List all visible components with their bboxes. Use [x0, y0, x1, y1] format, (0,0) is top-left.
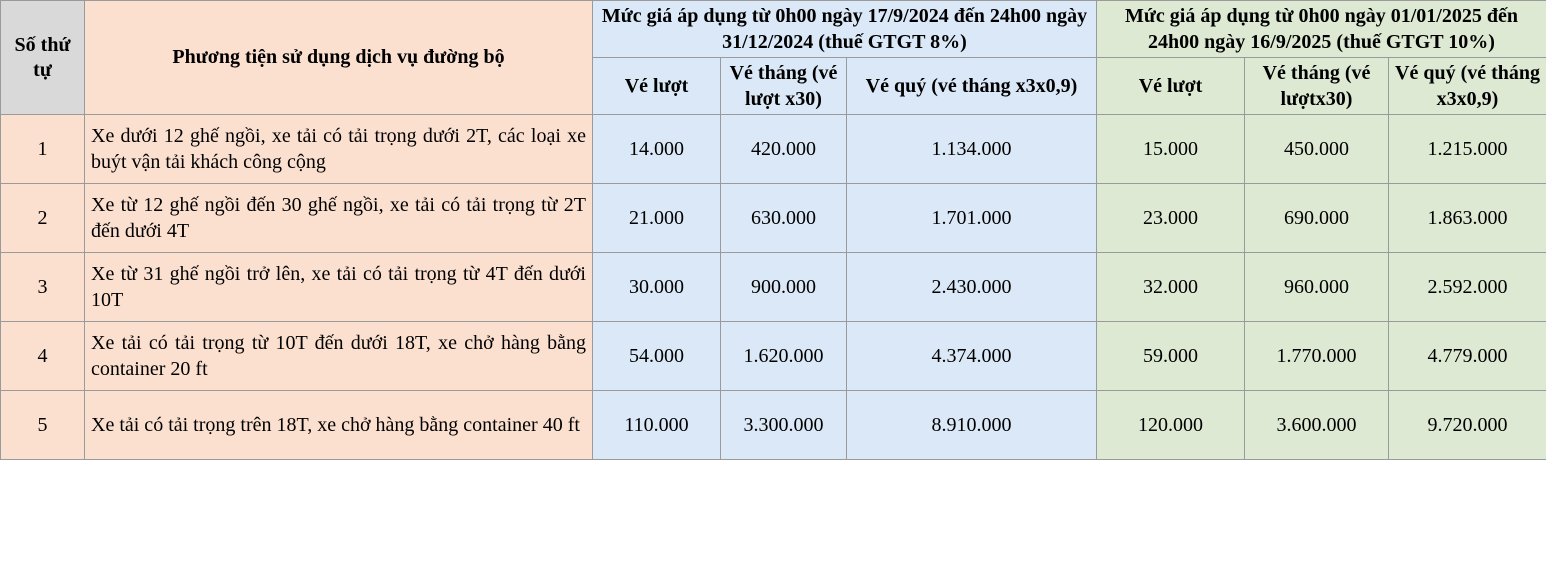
row-index: 4 [1, 322, 85, 391]
row-p1-quarterly: 1.701.000 [847, 184, 1097, 253]
row-p2-monthly: 960.000 [1245, 253, 1389, 322]
header-p2-ticket-monthly: Vé tháng (vé lượtx30) [1245, 58, 1389, 115]
header-stt: Số thứ tự [1, 1, 85, 115]
header-p1-ticket-quarterly: Vé quý (vé tháng x3x0,9) [847, 58, 1097, 115]
header-vehicle: Phương tiện sử dụng dịch vụ đường bộ [85, 1, 593, 115]
table-row [1, 322, 1546, 391]
row-p1-single: 54.000 [593, 322, 721, 391]
row-index: 1 [1, 115, 85, 184]
row-p1-single: 110.000 [593, 391, 721, 460]
row-p1-quarterly: 8.910.000 [847, 391, 1097, 460]
row-p2-monthly: 690.000 [1245, 184, 1389, 253]
table-header-row-1 [1, 1, 1546, 58]
row-p1-monthly: 630.000 [721, 184, 847, 253]
table-row [1, 253, 1546, 322]
row-p1-single: 21.000 [593, 184, 721, 253]
row-vehicle: Xe tải có tải trọng trên 18T, xe chở hàng bằng container 40 ft [85, 391, 593, 460]
row-p1-quarterly: 2.430.000 [847, 253, 1097, 322]
row-p2-quarterly: 9.720.000 [1389, 391, 1546, 460]
table-row [1, 184, 1546, 253]
header-p2-ticket-quarterly: Vé quý (vé tháng x3x0,9) [1389, 58, 1546, 115]
header-p2-ticket-single: Vé lượt [1097, 58, 1245, 115]
row-p2-monthly: 3.600.000 [1245, 391, 1389, 460]
row-vehicle: Xe dưới 12 ghế ngồi, xe tải có tải trọng dưới 2T, các loại xe buýt vận tải khách công cộng [85, 115, 593, 184]
row-p1-monthly: 1.620.000 [721, 322, 847, 391]
row-p1-monthly: 420.000 [721, 115, 847, 184]
row-index: 2 [1, 184, 85, 253]
row-p1-single: 14.000 [593, 115, 721, 184]
header-p1-ticket-monthly: Vé tháng (vé lượt x30) [721, 58, 847, 115]
row-p2-single: 120.000 [1097, 391, 1245, 460]
row-p1-monthly: 900.000 [721, 253, 847, 322]
row-p2-quarterly: 1.215.000 [1389, 115, 1546, 184]
header-period-1: Mức giá áp dụng từ 0h00 ngày 17/9/2024 đến 24h00 ngày 31/12/2024 (thuế GTGT 8%) [593, 1, 1097, 58]
row-index: 3 [1, 253, 85, 322]
row-p2-single: 59.000 [1097, 322, 1245, 391]
row-vehicle: Xe từ 31 ghế ngồi trở lên, xe tải có tải trọng từ 4T đến dưới 10T [85, 253, 593, 322]
table-row [1, 391, 1546, 460]
row-p2-quarterly: 1.863.000 [1389, 184, 1546, 253]
row-p2-single: 23.000 [1097, 184, 1245, 253]
row-vehicle: Xe tải có tải trọng từ 10T đến dưới 18T, xe chở hàng bằng container 20 ft [85, 322, 593, 391]
table-row [1, 115, 1546, 184]
row-p2-quarterly: 4.779.000 [1389, 322, 1546, 391]
row-p1-quarterly: 4.374.000 [847, 322, 1097, 391]
row-p2-single: 15.000 [1097, 115, 1245, 184]
row-index: 5 [1, 391, 85, 460]
row-p1-monthly: 3.300.000 [721, 391, 847, 460]
header-p1-ticket-single: Vé lượt [593, 58, 721, 115]
row-p2-single: 32.000 [1097, 253, 1245, 322]
row-p1-quarterly: 1.134.000 [847, 115, 1097, 184]
row-p2-monthly: 450.000 [1245, 115, 1389, 184]
row-p2-quarterly: 2.592.000 [1389, 253, 1546, 322]
row-p2-monthly: 1.770.000 [1245, 322, 1389, 391]
header-period-2: Mức giá áp dụng từ 0h00 ngày 01/01/2025 đến 24h00 ngày 16/9/2025 (thuế GTGT 10%) [1097, 1, 1546, 58]
row-p1-single: 30.000 [593, 253, 721, 322]
row-vehicle: Xe từ 12 ghế ngồi đến 30 ghế ngồi, xe tải có tải trọng từ 2T đến dưới 4T [85, 184, 593, 253]
